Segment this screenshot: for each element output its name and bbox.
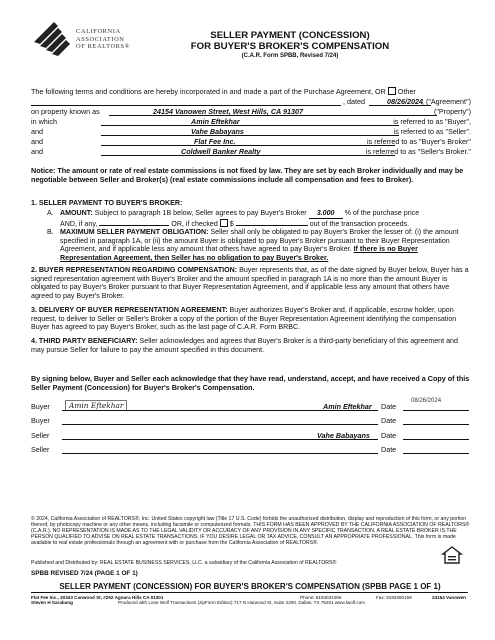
seller-row: and Vahe Babayans is referred to as "Seller".	[31, 127, 471, 136]
footer-agent: Steven H Sarabang	[31, 600, 73, 605]
equal-housing-icon	[441, 545, 463, 567]
buyer-2-date-line[interactable]	[403, 424, 469, 425]
seller-2-signature-line[interactable]	[62, 453, 378, 454]
buyer-1-date[interactable]: 08/26/2024	[411, 398, 442, 404]
dated-row: , dated 08/26/2024 , ("Agreement")	[31, 97, 471, 106]
dated-value[interactable]: 08/26/2024	[387, 97, 423, 106]
buyer-1-printed-name: Amin Eftekhar	[323, 402, 372, 411]
buyer-name-value[interactable]: Amin Eftekhar	[191, 117, 240, 126]
form-id: (C.A.R. Form SPBB, Revised 7/24)	[241, 53, 339, 59]
seller-signature-row-1: Seller Vahe Babayans Date	[31, 429, 471, 440]
commission-notice: Notice: The amount or rate of real estate commissions is not fixed by law. They are set by each Broker individually and may be negotiable between Seller and Broker(s) (real estate commissions include all compensation and fees to Broker).	[31, 166, 464, 185]
buyer-signature-row-1: Buyer Amin Eftekhar Amin Eftekhar Date 08/26/2024	[31, 400, 471, 411]
other-checkbox[interactable]	[388, 87, 396, 95]
percentage-value[interactable]: 3.000	[309, 209, 343, 219]
property-row: on property known as 24154 Vanowen Street, West Hills, CA 91307 ("Property")	[31, 107, 471, 116]
copyright-fine-print: © 2024, California Association of REALTORS®, Inc. United States copyright law (Title 17 U.S. Code) forbids the unauthorized distribution, display and reproduction of this form, or any portion thereof, by photocopy machine or any other means, including facsimile or computerized formats. THIS FORM HAS BEEN APPROVED BY THE CALIFORNIA ASSOCIATION OF REALTORS® (C.A.R.). NO REPRESENTATION IS MADE AS TO THE LEGAL VALIDITY OR ACCURACY OF ANY PROVISION IN ANY SPECIFIC TRANSACTION. A REAL ESTATE BROKER IS THE PERSON QUALIFIED TO ADVISE ON REAL ESTATE TRANSACTIONS. IF YOU DESIRE LEGAL OR TAX ADVICE, CONSULT AN APPROPRIATE PROFESSIONAL. This form is made available to real estate professionals through an agreement with or purchase from the California Association of REALTORS®.	[31, 516, 470, 547]
section-2: 2. BUYER REPRESENTATION REGARDING COMPENSATION: Buyer represents that, as of the date signed by Buyer below, Buyer has a signed representation agreement with Buyer's Broker and the amount specified in paragraph 1A is no more than the amount Buyer is obligated to pay Buyer's Broker pursuant to that Buyer Representation Agreement, and if applicable less any amount that others have agreed to pay Buyer's Broker.	[31, 266, 469, 301]
seller-broker-value[interactable]: Coldwell Banker Realty	[181, 147, 261, 156]
footer-divider	[31, 592, 468, 593]
car-logo-text: CALIFORNIA ASSOCIATION OF REALTORS®	[76, 28, 131, 51]
buyer-broker-value[interactable]: Flat Fee Inc.	[194, 137, 236, 146]
footer-phone: Phone: 8184024266	[300, 595, 342, 600]
seller-broker-row: and Coldwell Banker Realty is referred to as "Seller's Broker."	[31, 147, 471, 156]
property-value[interactable]: 24154 Vanowen Street, West Hills, CA 91307	[153, 107, 303, 116]
seller-signature-row-2: Seller Date	[31, 443, 471, 454]
car-logo-icon	[30, 16, 78, 64]
revision-label: SPBB REVISED 7/24 (PAGE 1 OF 1)	[31, 570, 138, 577]
footer-produced: Produced with Lone Wolf Transactions (zipForm Edition) 717 N Harwood St, Suite 2200, Dallas, TX 75201 www.lwolf.com	[118, 600, 365, 605]
form-title-line1: SELLER PAYMENT (CONCESSION)	[210, 30, 370, 41]
buyer-broker-row: and Flat Fee Inc. is referred to as "Buyer's Broker"	[31, 137, 471, 146]
form-title-line2: FOR BUYER'S BROKER'S COMPENSATION	[190, 41, 390, 52]
section-3: 3. DELIVERY OF BUYER REPRESENTATION AGREEMENT: Buyer authorizes Buyer's Broker and, if applicable, escrow holder, upon request, to deliver to Seller or Seller's Broker a copy of the portion of the Buyer Representation Agreement identifying the compensation Buyer has agreed to pay Buyer's Broker, such as the last page of C.A.R. Form BRBC.	[31, 306, 457, 332]
footer-company: Flat Fee Inc., 20343 Canwood St, #252 Agoura Hills CA 91301	[31, 595, 164, 600]
dollar-checkbox[interactable]	[220, 219, 228, 227]
seller-1-signature-line[interactable]	[62, 439, 378, 440]
section-1-title: 1. SELLER PAYMENT TO BUYER'S BROKER:	[31, 199, 183, 207]
seller-2-date-line[interactable]	[403, 453, 469, 454]
footer-title: SELLER PAYMENT (CONCESSION) FOR BUYER'S BROKER'S COMPENSATION (SPBB PAGE 1 OF 1)	[59, 582, 441, 591]
dollar-amount-field[interactable]	[236, 225, 308, 226]
buyer-1-signature[interactable]: Amin Eftekhar	[65, 400, 127, 411]
seller-1-date-line[interactable]	[403, 439, 469, 440]
signing-acknowledgment: By signing below, Buyer and Seller each acknowledge that they have read, understand, accept, and have received a Copy of this Seller Payment (Concession) for Buyer's Broker's Compensation.	[31, 374, 470, 393]
buyer-signature-row-2: Buyer Date	[31, 414, 471, 425]
publisher-line: Published and Distributed by: REAL ESTATE BUSINESS SERVICES, LLC. a subsidiary of the California Association of REALTORS®	[31, 560, 337, 566]
seller-name-value[interactable]: Vahe Babayans	[191, 127, 244, 136]
footer-file: 24154 Vanowen	[432, 595, 466, 600]
intro-text: The following terms and conditions are hereby incorporated in and made a part of the Purchase Agreement, OR Other	[31, 87, 416, 96]
buyer-2-signature-line[interactable]	[62, 424, 378, 425]
seller-1-printed-name: Vahe Babayans	[317, 431, 370, 440]
footer-fax: Fax: 8183360158	[376, 595, 412, 600]
section-4: 4. THIRD PARTY BENEFICIARY: Seller acknowledges and agrees that Buyer's Broker is a third-party beneficiary of this agreement and may pursue Seller for failure to pay the amount specified in this document.	[31, 337, 458, 354]
buyer-row: in which Amin Eftekhar is referred to as "Buyer",	[31, 117, 471, 126]
